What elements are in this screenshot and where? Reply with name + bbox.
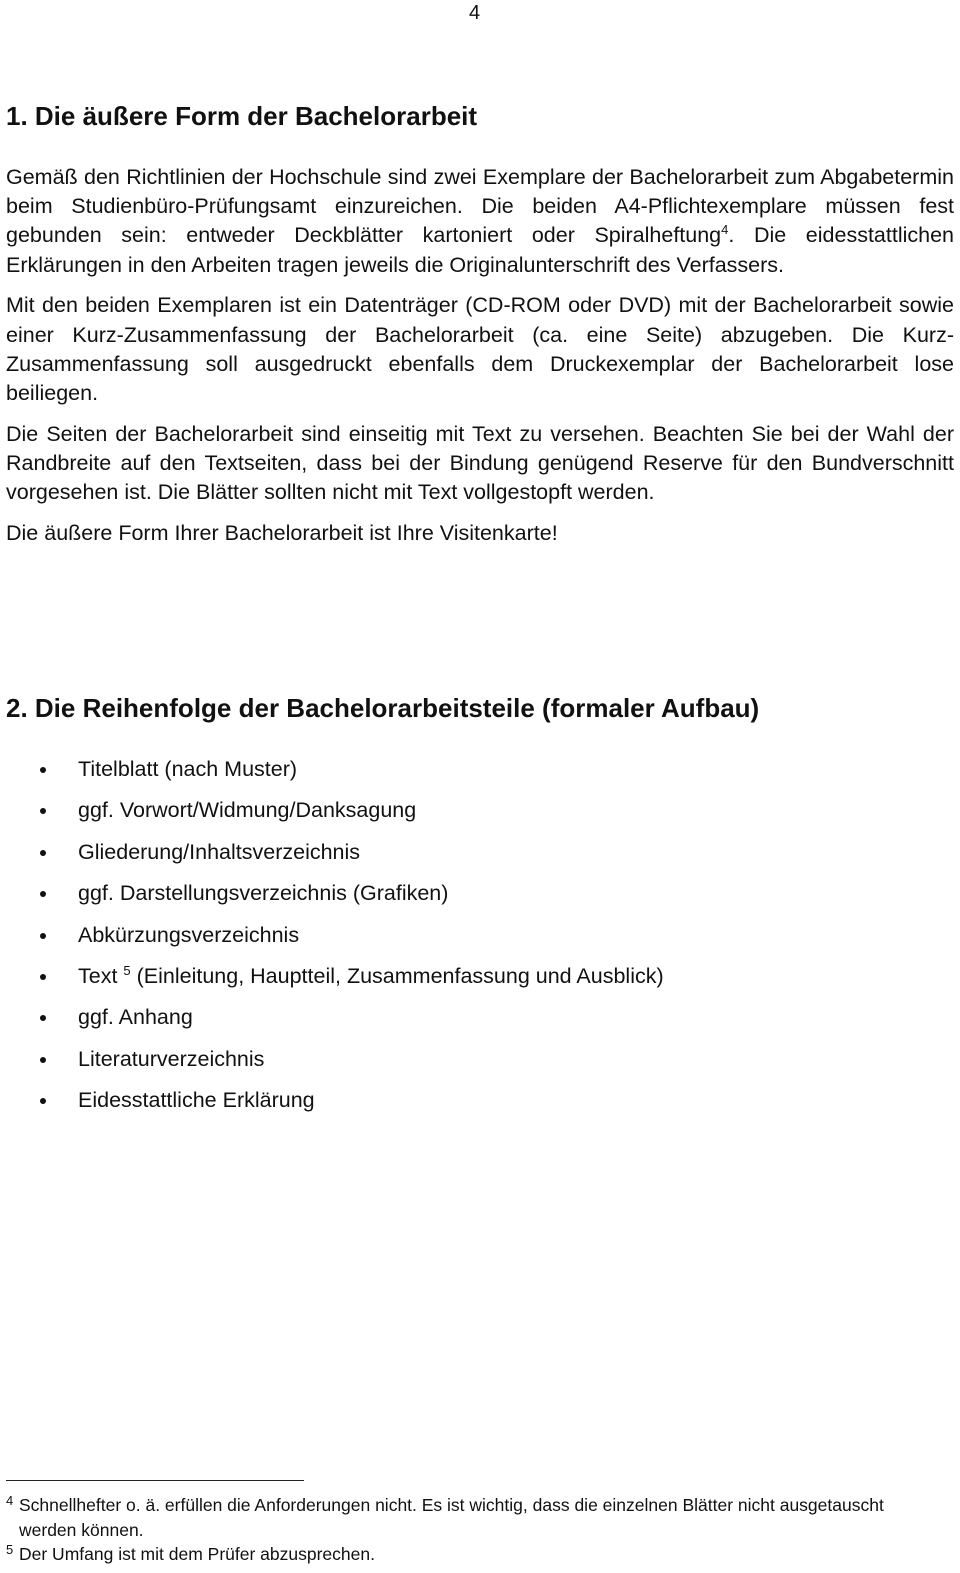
footnote-mark: 5	[6, 1542, 14, 1557]
list-item-text: ggf. Darstellungsverzeichnis (Grafiken)	[78, 881, 449, 906]
footnote-text: Der Umfang ist mit dem Prüfer abzusprechen.	[19, 1544, 375, 1564]
list-item-text: Gliederung/Inhaltsverzeichnis	[78, 839, 361, 864]
paragraph-data-carrier: Mit den beiden Exemplaren ist ein Datenträger (CD-ROM oder DVD) mit der Bachelorarbeit sowie einer Kurz-Zusammenfassung der Bachelorarbeit (ca. eine Seite) abzugeben. Die Kurz-Zusammenfassung soll ausgedruckt ebenfalls dem Druckexemplar der Bachelorarbeit lose beiliegen.	[6, 293, 954, 405]
list-item-text: ggf. Anhang	[78, 1005, 193, 1030]
list-item-text: Text	[78, 963, 124, 988]
footnote-text: Schnellhefter o. ä. erfüllen die Anforderungen nicht. Es ist wichtig, dass die einzelnen Blätter nicht ausgetauscht werden können.	[19, 1495, 884, 1540]
list-item	[0, 1043, 664, 1084]
list-item	[0, 1001, 664, 1042]
list-item	[0, 836, 664, 877]
footnote-separator	[6, 1480, 304, 1481]
list-item-text-continued: (Einleitung, Hauptteil, Zusammenfassung und Ausblick)	[130, 963, 664, 988]
footnote-5	[6, 1542, 936, 1567]
thesis-parts-list	[0, 753, 664, 1126]
list-item-text: Literaturverzeichnis	[78, 1046, 265, 1071]
paragraph-business-card: Die äußere Form Ihrer Bachelorarbeit ist Ihre Visitenkarte!	[6, 520, 558, 545]
footnotes	[6, 1493, 936, 1567]
bullet-icon	[40, 933, 46, 939]
bullet-icon	[40, 1098, 46, 1104]
bullet-icon	[40, 974, 46, 980]
footnote-ref-5: 5	[123, 962, 131, 978]
paragraph-page-layout: Die Seiten der Bachelorarbeit sind einseitig mit Text zu versehen. Beachten Sie bei der Wahl der Randbreite auf den Textseiten, dass bei der Bindung genügend Reserve für den Bundverschnitt vorgesehen ist. Die Blätter sollten nicht mit Text vollgestopft werden.	[6, 421, 954, 505]
list-item	[0, 794, 664, 835]
section-1-body	[6, 163, 954, 559]
section-2-heading: 2. Die Reihenfolge der Bachelorarbeitsteile (formaler Aufbau)	[6, 693, 760, 723]
footnote-4	[6, 1493, 936, 1542]
list-item	[0, 1084, 664, 1125]
list-item-text: Eidesstattliche Erklärung	[78, 1088, 315, 1113]
list-item-text: Titelblatt (nach Muster)	[78, 757, 298, 781]
section-1-heading: 1. Die äußere Form der Bachelorarbeit	[6, 101, 478, 131]
bullet-icon	[40, 767, 46, 773]
page-number: 4	[469, 2, 481, 24]
bullet-icon	[40, 1015, 46, 1021]
bullet-icon	[40, 891, 46, 897]
footnote-mark: 4	[6, 1493, 14, 1508]
list-item-text: Abkürzungsverzeichnis	[78, 922, 300, 947]
bullet-icon	[40, 1057, 46, 1063]
list-item	[0, 960, 664, 1001]
list-item-text: ggf. Vorwort/Widmung/Danksagung	[78, 798, 417, 823]
list-item	[0, 753, 664, 794]
list-item	[0, 919, 664, 960]
paragraph-submission-text-continued: . Die eidesstattlichen Erklärungen in den Arbeiten tragen jeweils die Originalunterschrift des Verfassers.	[6, 223, 955, 277]
footnote-ref-4: 4	[721, 222, 729, 238]
paragraph-submission-text: Gemäß den Richtlinien der Hochschule sind zwei Exemplare der Bachelorarbeit zum Abgabetermin beim Studienbüro-Prüfungsamt einzureichen. Die beiden A4-Pflichtexemplare müssen fest gebunden sein: entweder Deckblätter kartoniert oder Spiralheftung	[6, 165, 954, 248]
bullet-icon	[40, 808, 46, 814]
bullet-icon	[40, 850, 46, 856]
paragraph-submission	[6, 163, 954, 280]
list-item	[0, 877, 664, 918]
